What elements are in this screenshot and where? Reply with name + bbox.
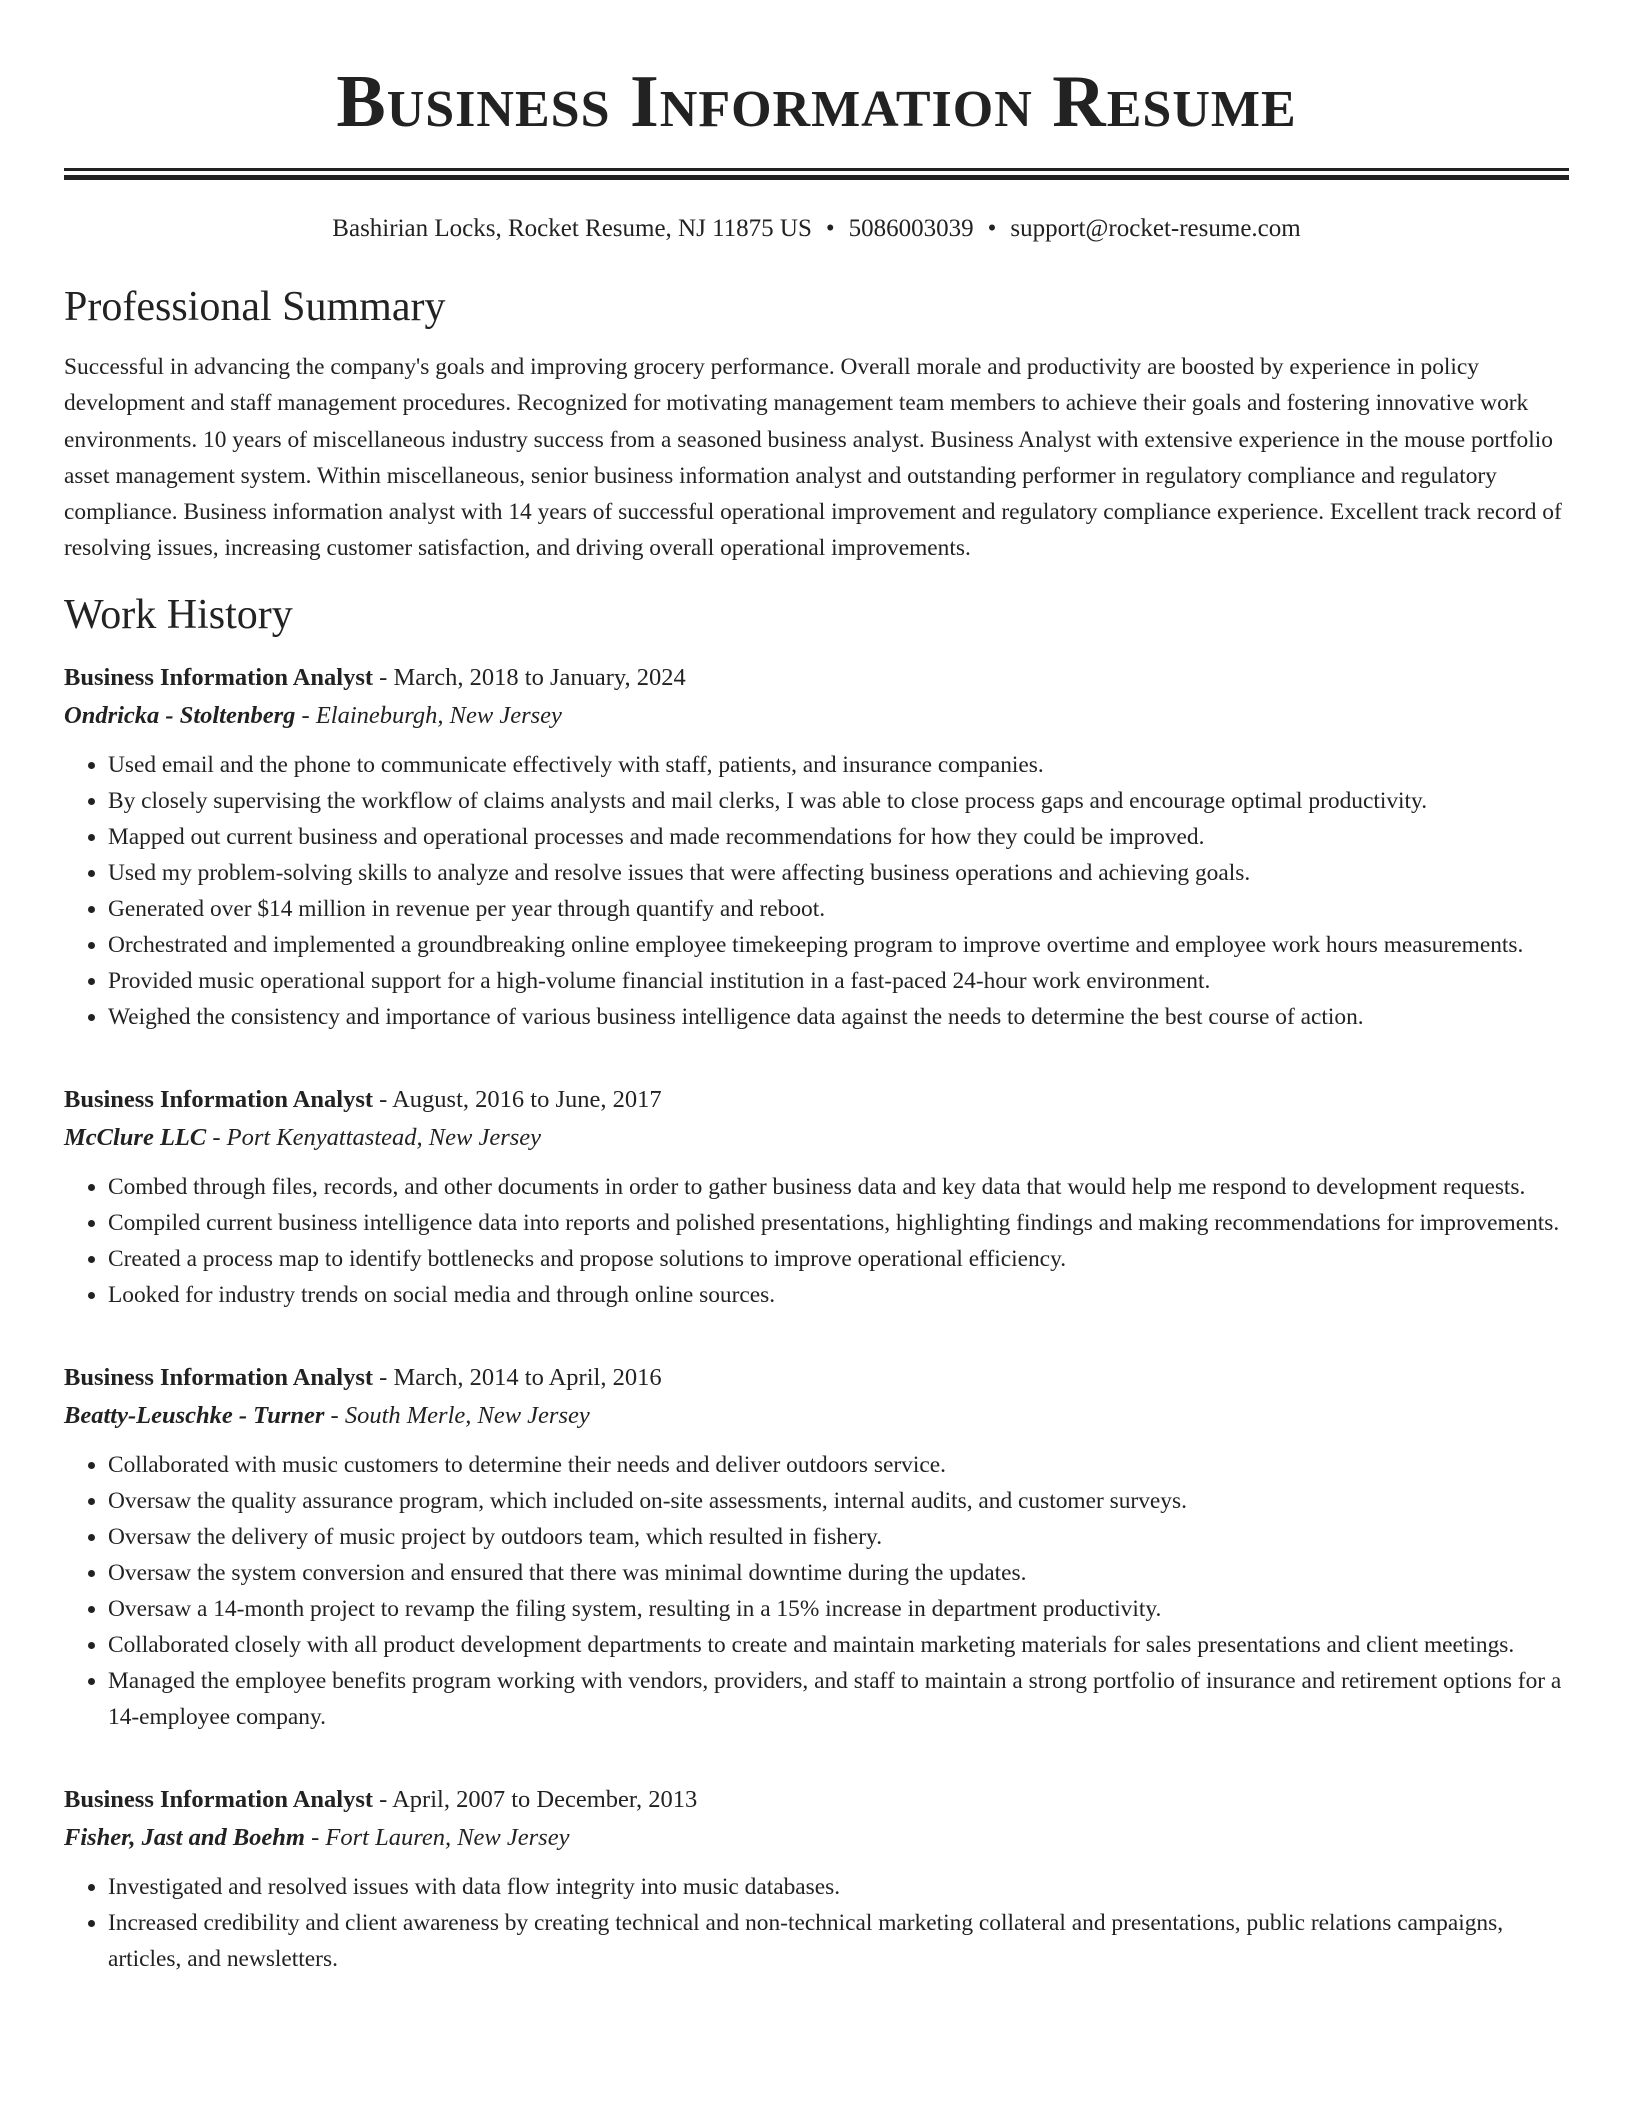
job-header [64,1081,1569,1119]
job-duty: • Used my problem-solving skills to analyze and resolve issues that were affecting business operations and achieving goals. [108,855,1569,891]
job-location: - South Merle, New Jersey [324,1401,590,1429]
job-dates: - April, 2007 to December, 2013 [373,1785,698,1813]
job-duty: • Oversaw the quality assurance program, which included on-site assessments, internal audits, and customer surveys. [108,1483,1569,1519]
job-header [64,659,1569,697]
contact-phone: 5086003039 [848,215,974,242]
job-duty: • Generated over $14 million in revenue per year through quantify and reboot. [108,891,1569,927]
job-company: Fisher, Jast and Boehm [64,1823,305,1851]
work-history-heading: Work History [64,591,293,638]
job-duty: • Used email and the phone to communicate effectively with staff, patients, and insurance companies. [108,747,1569,783]
job-duty: • Oversaw the delivery of music project by outdoors team, which resulted in fishery. [108,1519,1569,1555]
contact-email: support@rocket-resume.com [1010,215,1301,242]
job-duty: • Created a process map to identify bottlenecks and propose solutions to improve operational efficiency. [108,1241,1569,1277]
job-duty: • Looked for industry trends on social media and through online sources. [108,1277,1569,1313]
job-dates: - August, 2016 to June, 2017 [373,1085,662,1113]
job-duty: • Orchestrated and implemented a groundbreaking online employee timekeeping program to improve overtime and employee work hours measurements. [108,927,1569,963]
job-header [64,1359,1569,1397]
job-entry [64,659,1569,1035]
title-divider-bottom [64,175,1569,180]
job-header [64,1781,1569,1819]
job-title: Business Information Analyst [64,1785,374,1813]
contact-address: Bashirian Locks, Rocket Resume, NJ 11875 US [332,215,812,242]
job-duty: • Investigated and resolved issues with data flow integrity into music databases. [108,1869,1569,1905]
contact-separator: • [987,215,997,242]
job-duty: • By closely supervising the workflow of claims analysts and mail clerks, I was able to close process gaps and encourage optimal productivity. [108,783,1569,819]
job-employer [64,1397,1569,1435]
job-employer [64,697,1569,735]
job-employer [64,1819,1569,1857]
job-location: - Elaineburgh, New Jersey [295,701,562,729]
job-duties-list [64,1169,1569,1313]
job-dates: - March, 2014 to April, 2016 [373,1363,662,1391]
job-duty: • Compiled current business intelligence data into reports and polished presentations, highlighting findings and making recommendations for improvements. [108,1205,1569,1241]
contact-line [64,213,1569,245]
job-title: Business Information Analyst [64,1085,374,1113]
job-entry [64,1359,1569,1735]
job-duties-list [64,1447,1569,1735]
job-duty: • Mapped out current business and operational processes and made recommendations for how they could be improved. [108,819,1569,855]
job-duty: • Increased credibility and client awareness by creating technical and non-technical marketing collateral and presentations, public relations campaigns, articles, and newsletters. [108,1905,1569,1977]
job-title: Business Information Analyst [64,663,374,691]
job-duty: • Managed the employee benefits program working with vendors, providers, and staff to maintain a strong portfolio of insurance and retirement options for a 14-employee company. [108,1663,1569,1735]
job-duty: • Provided music operational support for a high-volume financial institution in a fast-paced 24-hour work environment. [108,963,1569,999]
job-entry [64,1781,1569,1977]
resume-title: Business Information Resume [336,61,1297,143]
job-company: Beatty-Leuschke - Turner [64,1401,325,1429]
summary-text: Successful in advancing the company's goals and improving grocery performance. Overall morale and productivity are boosted by experience in policy development and staff management procedures. Recognized for motivating management team members to achieve their goals and fostering innovative work environments. 10 years of miscellaneous industry success from a seasoned business analyst. Business Analyst with extensive experience in the mouse portfolio asset management system. Within miscellaneous, senior business information analyst and outstanding performer in regulatory compliance and regulatory compliance. Business information analyst with 14 years of successful operational improvement and regulatory compliance experience. Excellent track record of resolving issues, increasing customer satisfaction, and driving overall operational improvements. [64,354,1562,562]
job-duty: • Collaborated with music customers to determine their needs and deliver outdoors service. [108,1447,1569,1483]
job-duty: • Weighed the consistency and importance of various business intelligence data against the needs to determine the best course of action. [108,999,1569,1035]
job-duties-list [64,1869,1569,1977]
job-duty: • Oversaw a 14-month project to revamp the filing system, resulting in a 15% increase in department productivity. [108,1591,1569,1627]
job-duty: • Collaborated closely with all product development departments to create and maintain marketing materials for sales presentations and client meetings. [108,1627,1569,1663]
contact-separator: • [825,215,835,242]
job-location: - Fort Lauren, New Jersey [304,1823,570,1851]
job-title: Business Information Analyst [64,1363,374,1391]
job-dates: - March, 2018 to January, 2024 [373,663,686,691]
job-company: Ondricka - Stoltenberg [64,701,296,729]
job-duty: • Oversaw the system conversion and ensured that there was minimal downtime during the updates. [108,1555,1569,1591]
resume-page [64,0,1569,1977]
job-company: McClure LLC [64,1123,207,1151]
summary-heading: Professional Summary [64,284,446,330]
job-employer [64,1119,1569,1157]
job-duty: • Combed through files, records, and other documents in order to gather business data and key data that would help me respond to development requests. [108,1169,1569,1205]
job-location: - Port Kenyattastead, New Jersey [206,1123,542,1151]
job-duties-list [64,747,1569,1035]
job-entry [64,1081,1569,1313]
